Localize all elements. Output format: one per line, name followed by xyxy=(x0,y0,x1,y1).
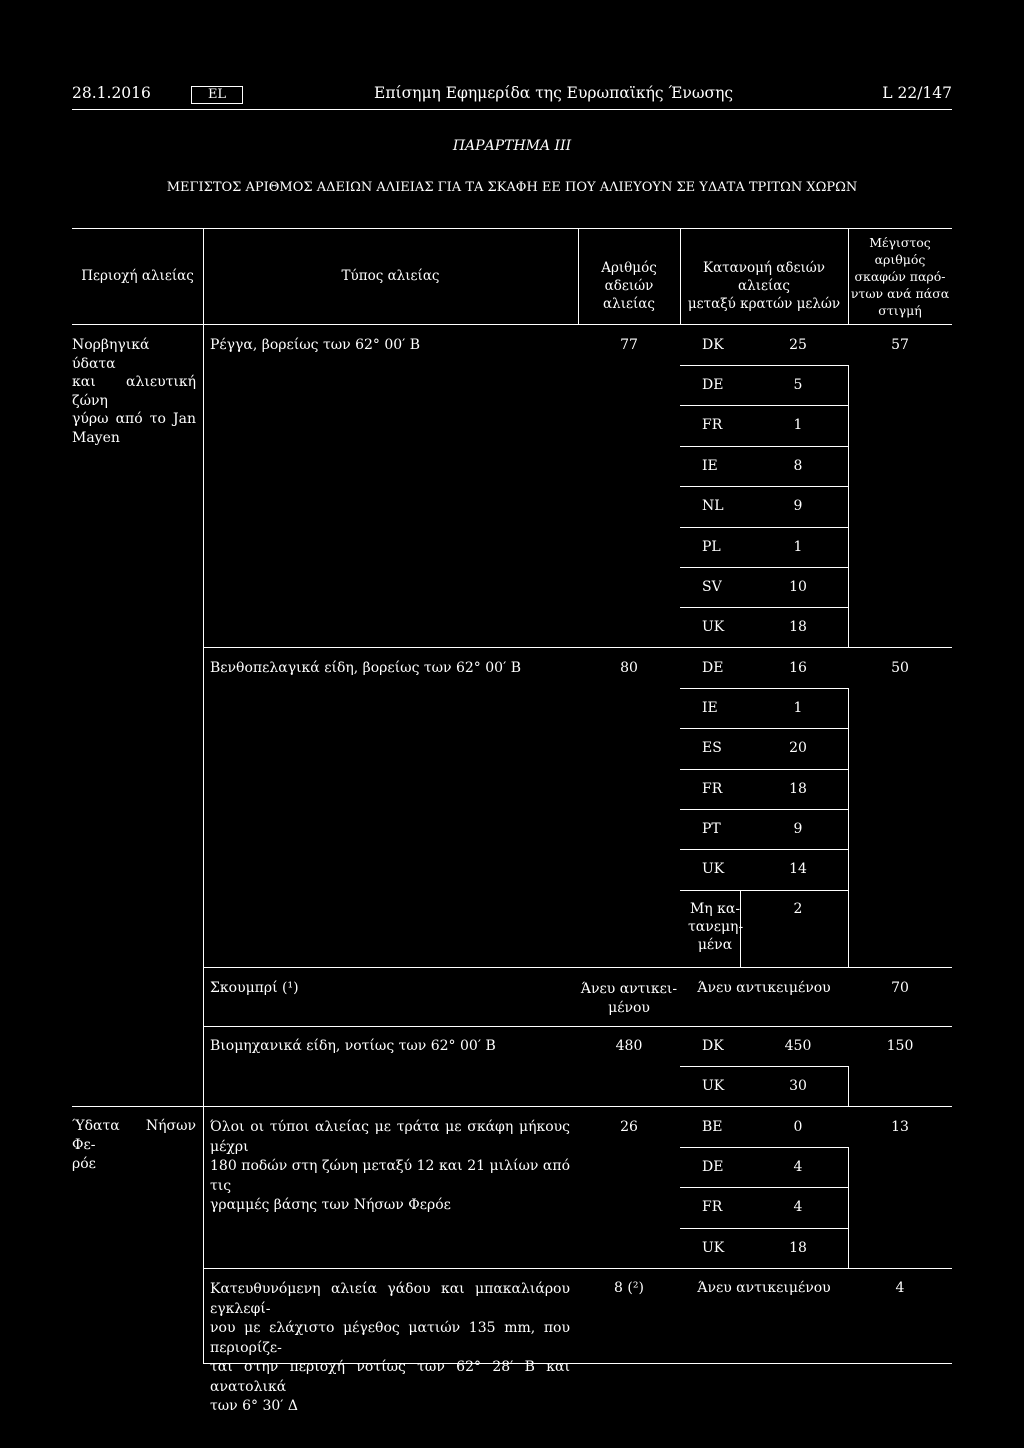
alloc-rule xyxy=(680,849,848,850)
max-vessels: 13 xyxy=(891,1119,909,1135)
header-line: Μέγιστος xyxy=(869,235,931,250)
label-line: τανεμη- xyxy=(688,919,744,935)
allocation-text: Άνευ αντικειμένου xyxy=(697,1280,831,1296)
allocation-value: 1 xyxy=(793,417,803,433)
alloc-rule xyxy=(680,728,848,729)
table-header-rule xyxy=(72,324,952,325)
fishery-type: Σκουμπρί (¹) xyxy=(210,980,299,996)
header-line: αριθμός xyxy=(874,252,926,267)
row-rule xyxy=(203,1268,952,1269)
licence-count: 80 xyxy=(620,660,638,676)
licence-count: 8 (²) xyxy=(614,1280,644,1296)
allocation-value: 4 xyxy=(793,1199,803,1215)
licence-count xyxy=(578,980,680,1018)
alloc-rule xyxy=(680,890,848,891)
member-state: DE xyxy=(702,377,724,393)
table-top-rule xyxy=(72,228,952,229)
alloc-rule xyxy=(680,1228,848,1229)
alloc-divider xyxy=(848,365,849,647)
member-state: UK xyxy=(702,1078,725,1094)
area-line: γύρω από το Jan xyxy=(72,411,196,427)
member-state: FR xyxy=(702,781,723,797)
journal-title: Επίσημη Εφημερίδα της Ευρωπαϊκής Ένωσης xyxy=(374,84,734,102)
allocation-value: 18 xyxy=(789,619,807,635)
alloc-divider xyxy=(848,1147,849,1268)
licence-count: 77 xyxy=(620,337,638,353)
type-line: γραμμές βάσης των Νήσων Φερόε xyxy=(210,1197,451,1213)
type-line: των 6° 30′ Δ xyxy=(210,1398,299,1414)
member-state: IE xyxy=(702,458,718,474)
allocation-value: 8 xyxy=(793,458,803,474)
header-line: μεταξύ κρατών μελών xyxy=(687,296,841,312)
fishery-type: Βιομηχανικά είδη, νοτίως των 62° 00′ Β xyxy=(210,1038,496,1054)
member-state: FR xyxy=(702,1199,723,1215)
allocation-value: 14 xyxy=(789,861,807,877)
label-line: Μη κα- xyxy=(689,901,741,917)
header-line: Κατανομή αδειών αλιείας xyxy=(702,260,826,294)
allocation-value: 0 xyxy=(793,1119,803,1135)
alloc-rule xyxy=(680,1147,848,1148)
area-line: ρόε xyxy=(72,1156,96,1172)
alloc-rule xyxy=(680,1187,848,1188)
value-line: Άνευ αντικει- xyxy=(580,981,678,997)
max-vessels: 150 xyxy=(886,1038,914,1054)
member-state: PL xyxy=(702,539,721,555)
allocation-value: 2 xyxy=(793,901,803,917)
alloc-rule xyxy=(680,769,848,770)
column-header-max-vessels xyxy=(848,234,952,319)
member-state: NL xyxy=(702,498,724,514)
licence-count: 480 xyxy=(615,1038,643,1054)
allocation-value: 9 xyxy=(793,498,803,514)
alloc-rule xyxy=(680,527,848,528)
area-line: Ύδατα Νήσων Φε- xyxy=(72,1118,196,1153)
label-line: μένα xyxy=(697,937,733,953)
max-vessels: 70 xyxy=(891,980,909,996)
alloc-rule xyxy=(680,688,848,689)
allocation-value: 30 xyxy=(789,1078,807,1094)
column-divider-area xyxy=(203,228,204,1364)
member-state: DK xyxy=(702,337,724,353)
header-line: Αριθμός αδειών xyxy=(601,260,657,294)
fishery-type: Βενθοπελαγικά είδη, βορείως των 62° 00′ Β xyxy=(210,660,521,676)
alloc-rule xyxy=(680,1066,848,1067)
area-norway xyxy=(72,336,196,447)
alloc-rule xyxy=(680,607,848,608)
allocation-value: 25 xyxy=(789,337,807,353)
fishery-type: Ρέγγα, βορείως των 62° 00′ Β xyxy=(210,337,421,353)
member-state: SV xyxy=(702,579,722,595)
alloc-rule xyxy=(680,567,848,568)
allocation-value: 450 xyxy=(784,1038,812,1054)
alloc-rule xyxy=(680,405,848,406)
member-state: ES xyxy=(702,740,722,756)
value-line: μένου xyxy=(608,1000,650,1016)
allocation-value: 16 xyxy=(789,660,807,676)
type-line: Κατευθυνόμενη αλιεία γάδου και μπακαλιάρου εγκλεφί- xyxy=(210,1281,570,1317)
allocation-value: 1 xyxy=(793,539,803,555)
member-state: DK xyxy=(702,1038,724,1054)
header-line: σκαφών παρό- xyxy=(854,269,946,284)
alloc-divider xyxy=(848,1066,849,1106)
type-line: νου με ελάχιστο μέγεθος ματιών 135 mm, που περιορίζε- xyxy=(210,1320,570,1356)
header-line: ντων ανά πάσα xyxy=(850,286,950,301)
header-rule xyxy=(72,109,952,110)
member-state: DE xyxy=(702,1159,724,1175)
allocation-value: 10 xyxy=(789,579,807,595)
fishery-type xyxy=(210,1118,570,1216)
alloc-divider xyxy=(848,688,849,967)
alloc-rule xyxy=(680,809,848,810)
column-header-area: Περιοχή αλιείας xyxy=(81,268,194,284)
max-vessels: 50 xyxy=(891,660,909,676)
column-header-type: Τύπος αλιείας xyxy=(341,268,440,284)
header-line: στιγμή xyxy=(878,303,922,318)
max-vessels: 57 xyxy=(891,337,909,353)
member-state: DE xyxy=(702,660,724,676)
column-header-allocation xyxy=(680,259,848,313)
fishery-type xyxy=(210,1280,570,1417)
header-date: 28.1.2016 xyxy=(72,84,151,102)
page-number: L 22/147 xyxy=(882,84,952,102)
member-state: UK xyxy=(702,619,725,635)
max-vessels: 4 xyxy=(895,1280,905,1296)
type-line: ται στην περιοχή νοτίως των 62° 28′ Β και ανατολικά xyxy=(210,1359,570,1395)
allocation-value: 1 xyxy=(793,700,803,716)
row-rule xyxy=(203,967,952,968)
allocation-value: 18 xyxy=(789,1240,807,1256)
area-line: και αλιευτική ζώνη xyxy=(72,374,196,409)
language-tag: EL xyxy=(191,86,243,104)
allocation-text: Άνευ αντικειμένου xyxy=(697,980,831,996)
member-state: FR xyxy=(702,417,723,433)
area-faroe xyxy=(72,1117,196,1174)
member-state: IE xyxy=(702,700,718,716)
main-title: ΜΕΓΙΣΤΟΣ ΑΡΙΘΜΟΣ ΑΔΕΙΩΝ ΑΛΙΕΙΑΣ ΓΙΑ ΤΑ ΣΚΑΦΗ ΕΕ ΠΟΥ ΑΛΙΕΥΟΥΝ ΣΕ ΥΔΑΤΑ ΤΡΙΤΩΝ ΧΩΡΩΝ xyxy=(166,180,858,195)
area-line: Νορβηγικά ύδατα xyxy=(72,337,150,372)
type-line: 180 ποδών στη ζώνη μεταξύ 12 και 21 μιλίων από τις xyxy=(210,1158,570,1194)
area-line: Mayen xyxy=(72,429,120,446)
row-rule xyxy=(203,1026,952,1027)
alloc-rule xyxy=(680,486,848,487)
member-state: BE xyxy=(702,1119,723,1135)
allocation-value: 5 xyxy=(793,377,803,393)
row-rule xyxy=(72,1106,952,1107)
alloc-rule xyxy=(680,446,848,447)
annex-title: ΠΑΡΑΡΤΗΜΑ III xyxy=(452,138,572,154)
row-rule xyxy=(203,647,952,648)
allocation-value: 4 xyxy=(793,1159,803,1175)
type-line: Όλοι οι τύποι αλιείας με τράτα με σκάφη μήκους μέχρι xyxy=(210,1119,570,1155)
column-header-licences xyxy=(578,259,680,313)
allocation-value: 20 xyxy=(789,740,807,756)
member-state: UK xyxy=(702,861,725,877)
alloc-rule xyxy=(680,365,848,366)
licence-count: 26 xyxy=(620,1119,638,1135)
allocation-value: 9 xyxy=(793,821,803,837)
member-state: UK xyxy=(702,1240,725,1256)
header-line: αλιείας xyxy=(603,296,655,312)
member-state: PT xyxy=(702,821,721,837)
unallocated-label xyxy=(688,900,742,954)
allocation-value: 18 xyxy=(789,781,807,797)
